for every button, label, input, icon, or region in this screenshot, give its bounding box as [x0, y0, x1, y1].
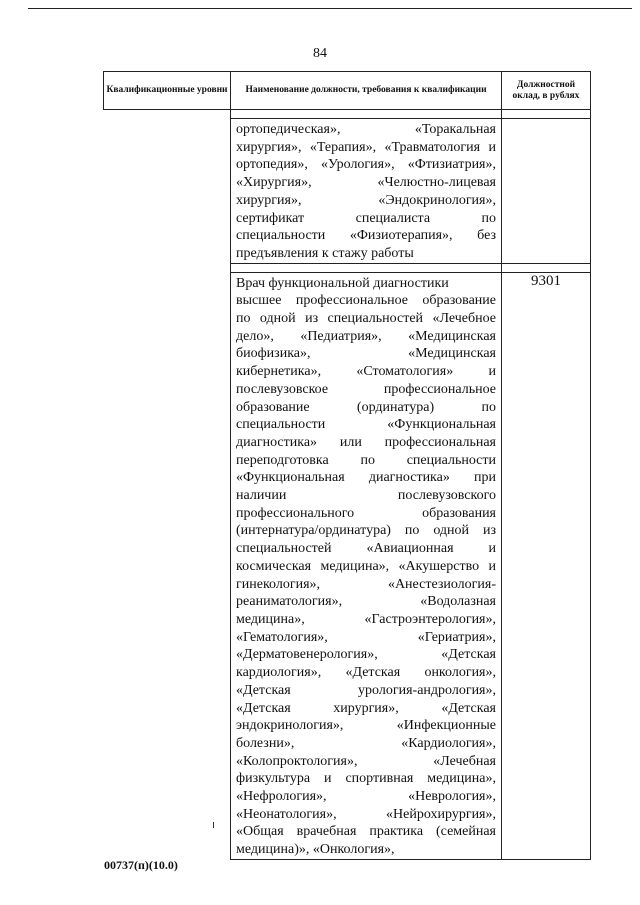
text-line: биофизика», «Медицинская	[236, 346, 496, 362]
text-line: «Нефрология», «Неврология»,	[236, 789, 496, 805]
document-code: 00737(п)(10.0)	[104, 858, 178, 872]
text-line: образование (ординатура) по	[236, 399, 496, 415]
text-line: дело», «Педиатрия», «Медицинская	[236, 328, 496, 344]
page-number: 84	[313, 46, 327, 61]
text-line: кибернетика», «Стоматология» и	[236, 364, 496, 380]
table-header-row	[104, 72, 591, 110]
table-gap	[104, 110, 591, 119]
table-row	[104, 119, 591, 264]
text-line: высшее профессиональное образование	[236, 293, 496, 309]
qualification-table	[103, 71, 591, 860]
position-requirements-text	[231, 273, 501, 859]
text-line: «Детская урология-андрология»,	[236, 682, 496, 698]
position-cell-continuation	[231, 119, 502, 264]
text-line: профессионального образования	[236, 505, 496, 521]
position-cell-functional-diagnostics	[231, 272, 502, 859]
text-line: специальности «Физиотерапия», без	[236, 228, 496, 244]
text-line: «Детская хирургия», «Детская	[236, 700, 496, 716]
text-line: физкультура и спортивная медицина»,	[236, 771, 496, 787]
text-line: Врач функциональной диагностики	[236, 275, 449, 291]
text-line: медицина», «Гастроэнтерология»,	[236, 611, 496, 627]
text-line: космическая медицина», «Акушерство и	[236, 558, 496, 574]
header-position-requirements: Наименование должности, требования к квалификации	[231, 72, 502, 110]
qualification-level-cell	[104, 272, 231, 859]
text-line: «Дерматовенерология», «Детская	[236, 647, 496, 663]
header-salary: Должностной оклад, в рублях	[502, 72, 591, 110]
text-line: наличии послевузовского	[236, 488, 496, 504]
text-line: переподготовка по специальности	[236, 452, 496, 468]
top-rule	[28, 8, 632, 9]
text-line: диагностика» или профессиональная	[236, 434, 496, 450]
text-line: «Хирургия», «Челюстно-лицевая	[236, 175, 496, 191]
text-line: болезни», «Кардиология»,	[236, 735, 496, 751]
qualification-level-cell	[104, 119, 231, 264]
text-line: ортопедическая», «Торакальная	[236, 122, 496, 137]
text-line: «Колопроктология», «Лечебная	[236, 753, 496, 769]
text-line: «Общая врачебная практика (семейная	[236, 824, 496, 840]
header-qualification-levels: Квалификационные уровни	[104, 72, 231, 110]
text-line: сертификат специалиста по	[236, 210, 496, 226]
text-line: эндокринология», «Инфекционные	[236, 718, 496, 734]
text-line: послевузовское профессиональное	[236, 381, 496, 397]
text-line: ортопедия», «Урология», «Фтизиатрия»,	[236, 157, 496, 173]
table-gap	[104, 263, 591, 272]
text-line: специальности «Функциональная	[236, 417, 496, 433]
table-row	[104, 272, 591, 859]
text-line: (интернатура/ординатура) по одной из	[236, 523, 496, 539]
text-line: «Функциональная диагностика» при	[236, 470, 496, 486]
text-line: хирургия», «Терапия», «Травматология и	[236, 139, 496, 155]
text-line: реаниматология», «Водолазная	[236, 594, 496, 610]
position-requirements-text	[231, 119, 501, 263]
text-line: «Неонатология», «Нейрохирургия»,	[236, 806, 496, 822]
text-line: «Гематология», «Гериатрия»,	[236, 629, 496, 645]
salary-cell	[502, 119, 591, 264]
text-line: специальностей «Авиационная и	[236, 541, 496, 557]
salary-cell: 9301	[502, 272, 591, 859]
text-line: медицина)», «Онкология»,	[236, 842, 395, 858]
text-line: по одной из специальностей «Лечебное	[236, 311, 496, 327]
text-line: гинекология», «Анестезиология-	[236, 576, 496, 592]
text-line: предъявления к стажу работы	[236, 245, 414, 261]
text-line: хирургия», «Эндокринология»,	[236, 192, 496, 208]
text-line: кардиология», «Детская онкология»,	[236, 665, 496, 681]
margin-mark	[213, 822, 214, 828]
